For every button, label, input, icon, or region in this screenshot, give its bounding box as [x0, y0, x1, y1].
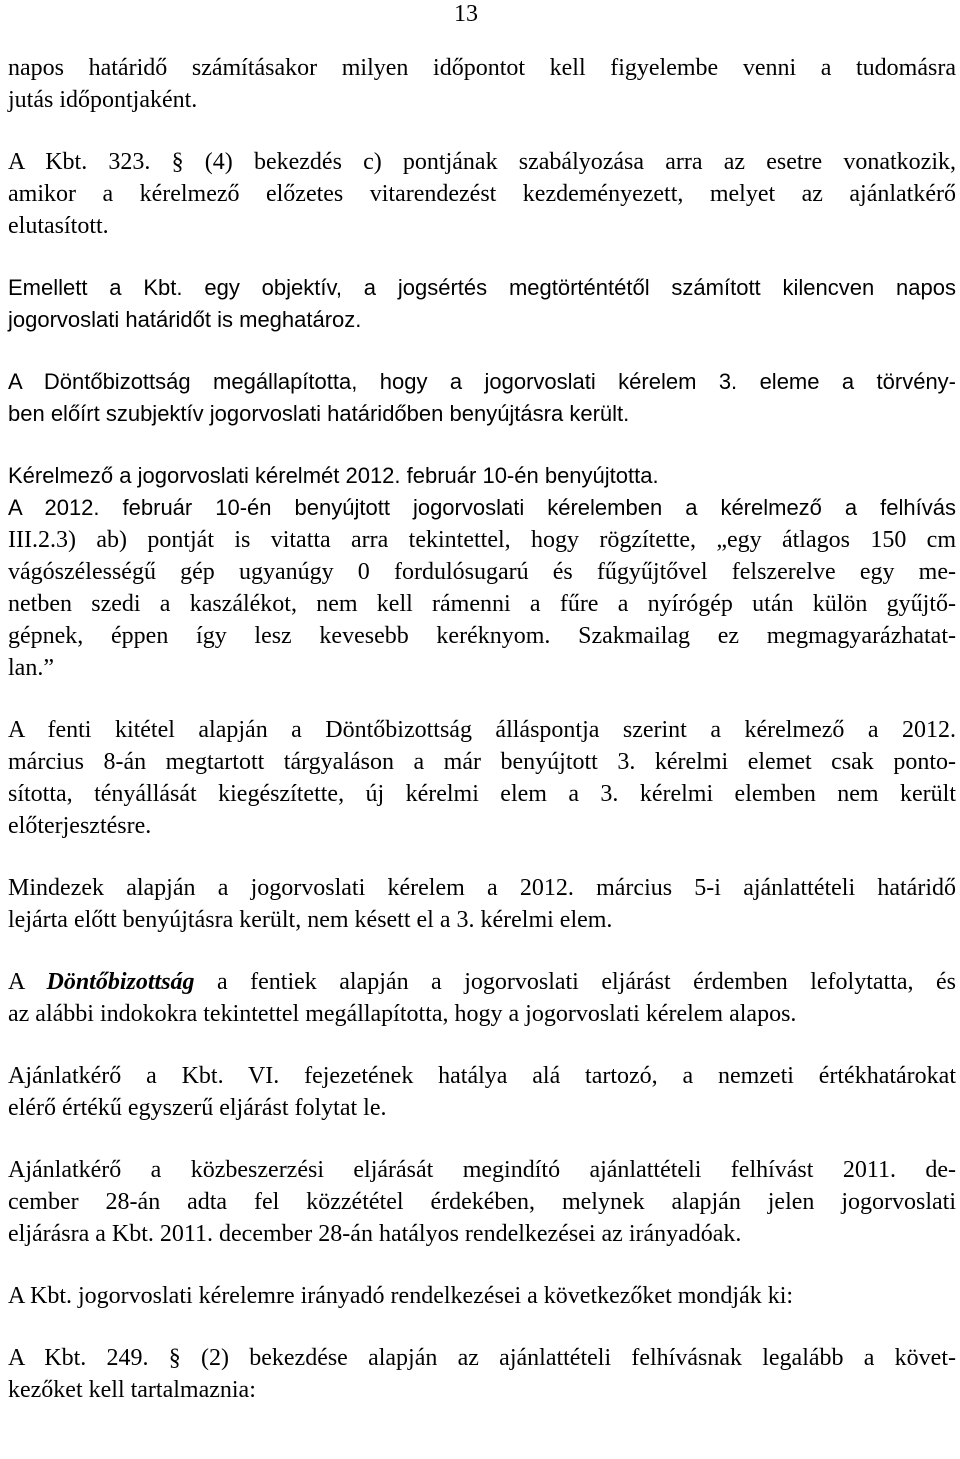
text-line: jutás időpontjaként.: [8, 87, 198, 113]
text-line: [8, 966, 956, 998]
paragraph-2: [8, 146, 956, 242]
text-line: kezőket kell tartalmaznia:: [8, 1377, 256, 1403]
text-line: Ajánlatkérő a közbeszerzési eljárását megindító ajánlattételi felhívást 2011. de-: [8, 1157, 956, 1183]
text-line: sította, tényállását kiegészítette, új kérelmi elem a 3. kérelmi elemben nem került: [8, 781, 956, 807]
text-line: lan.”: [8, 655, 54, 681]
text-line: jogorvoslati határidőt is meghatároz.: [8, 307, 362, 332]
text-line: A Kbt. 249. § (2) bekezdése alapján az ajánlattételi felhívásnak legalább a követ-: [8, 1345, 956, 1371]
text-line: március 8-án megtartott tárgyaláson a már benyújtott 3. kérelmi elemet csak ponto-: [8, 749, 956, 775]
text-line: Ajánlatkérő a Kbt. VI. fejezetének hatálya alá tartozó, a nemzeti értékhatárokat: [8, 1063, 956, 1089]
text-line: eljárásra a Kbt. 2011. december 28-án hatályos rendelkezései az irányadóak.: [8, 1221, 742, 1247]
emphasis-dontobizottsag: Döntőbizottság: [46, 969, 195, 995]
text-line: amikor a kérelmező előzetes vitarendezést kezdeményezett, melyet az ajánlatkérő: [8, 181, 956, 207]
paragraph-7: [8, 872, 956, 936]
text-line: A fenti kitétel alapján a Döntőbizottság álláspontja szerint a kérelmező a 2012.: [8, 717, 956, 743]
text-line: Kérelmező a jogorvoslati kérelmét 2012. február 10-én benyújtotta.: [8, 463, 659, 488]
paragraph-1: [8, 52, 956, 116]
text-segment: A: [8, 969, 47, 995]
text-line: elutasított.: [8, 213, 109, 239]
paragraph-10: [8, 1154, 956, 1250]
text-line: ben előírt szubjektív jogorvoslati határidőben benyújtásra került.: [8, 401, 630, 426]
text-line: lejárta előtt benyújtásra került, nem késett el a 3. kérelmi elem.: [8, 907, 613, 933]
text-line: cember 28-án adta fel közzététel érdekében, melynek alapján jelen jogorvoslati: [8, 1189, 956, 1215]
paragraph-8: [8, 966, 956, 1030]
text-line: előterjesztésre.: [8, 813, 152, 839]
text-line: A Kbt. jogorvoslati kérelemre irányadó rendelkezései a következőket mondják ki:: [8, 1283, 794, 1309]
text-line: napos határidő számításakor milyen időpontot kell figyelembe venni a tudomásra: [8, 55, 956, 81]
text-line: az alábbi indokokra tekintettel megállapította, hogy a jogorvoslati kérelem alapos.: [8, 1001, 797, 1027]
text-line: vágószélességű gép ugyanúgy 0 fordulósugarú és fűgyűjtővel felszerelve egy me-: [8, 559, 956, 585]
paragraph-4: [8, 366, 956, 430]
page-number: 13: [454, 1, 478, 27]
text-line: Emellett a Kbt. egy objektív, a jogsértés megtörténtétől számított kilencven napos: [8, 275, 956, 300]
text-line: III.2.3) ab) pontját is vitatta arra tekintettel, hogy rögzítette, „egy átlagos 150 cm: [8, 527, 956, 553]
paragraph-5: [8, 460, 956, 684]
paragraph-11: [8, 1280, 956, 1312]
text-line: A Döntőbizottság megállapította, hogy a jogorvoslati kérelem 3. eleme a törvény-: [8, 369, 956, 394]
text-line: netben szedi a kaszálékot, nem kell rámenni a fűre a nyírógép után külön gyűjtő-: [8, 591, 956, 617]
text-line: gépnek, éppen így lesz kevesebb keréknyom. Szakmailag ez megmagyarázhatat-: [8, 623, 956, 649]
paragraph-3: [8, 272, 956, 336]
paragraph-12: [8, 1342, 956, 1406]
text-line: A Kbt. 323. § (4) bekezdés c) pontjának szabályozása arra az esetre vonatkozik,: [8, 149, 956, 175]
text-line: Mindezek alapján a jogorvoslati kérelem a 2012. március 5-i ajánlattételi határidő: [8, 875, 956, 901]
text-line: elérő értékű egyszerű eljárást folytat le.: [8, 1095, 387, 1121]
paragraph-6: [8, 714, 956, 842]
paragraph-9: [8, 1060, 956, 1124]
text-segment: a fentiek alapján a jogorvoslati eljárást érdemben lefolytatta, és: [194, 969, 956, 995]
document-body: [8, 52, 956, 1436]
text-line: A 2012. február 10-én benyújtott jogorvoslati kérelemben a kérelmező a felhívás: [8, 495, 956, 520]
